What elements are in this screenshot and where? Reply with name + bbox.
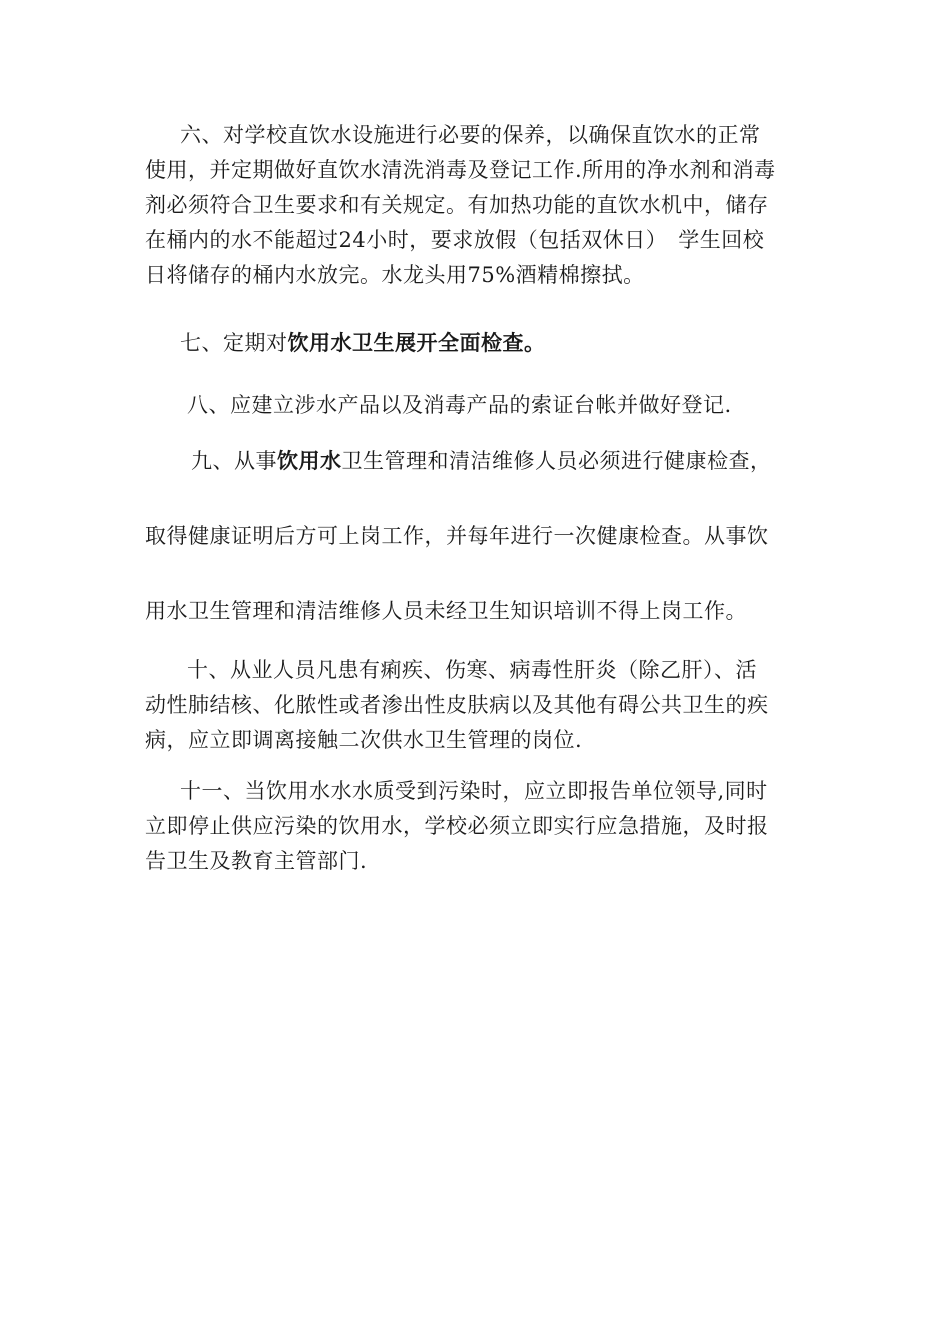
paragraph-line: 立即停止供应污染的饮用水，学校必须立即实行应急措施，及时报 <box>145 814 769 838</box>
paragraph-line: 在桶内的水不能超过24小时，要求放假（包括双休日） 学生回校 <box>145 228 765 252</box>
paragraph-line: 八、应建立涉水产品以及消毒产品的索证台帐并做好登记. <box>187 393 732 417</box>
paragraph-text: 卫生管理和清洁维修人员未经卫生知识培训不得上岗工作。 <box>188 599 747 623</box>
paragraph-line: 十、从业人员凡患有痢疾、伤寒、病毒性肝炎（除乙肝）、活 <box>187 658 757 682</box>
paragraph-11 <box>145 774 810 879</box>
paragraph-line: 动性肺结核、化脓性或者渗出性皮肤病以及其他有碍公共卫生的疾 <box>145 693 769 717</box>
paragraph-10 <box>145 653 810 758</box>
paragraph-7 <box>145 326 810 361</box>
paragraph-line <box>145 444 810 479</box>
paragraph-6 <box>145 118 810 293</box>
paragraph-line: 日将储存的桶内水放完。水龙头用75%酒精棉擦拭。 <box>145 263 645 287</box>
paragraph-line: 使用，并定期做好直饮水清洗消毒及登记工作.所用的净水剂和消毒 <box>145 158 776 182</box>
paragraph-line <box>145 326 810 361</box>
paragraph-text: 九、从事 <box>191 449 277 473</box>
paragraph-text: 取得健康证明后方可上岗工作，并每年进行一次健康检查。从事 <box>145 524 747 548</box>
paragraph-text: 卫生管理和清洁维修人员必须进行健康检查， <box>341 449 772 473</box>
paragraph-9-cont-2 <box>145 594 810 629</box>
paragraph-line: 十一、当饮用水水水质受到污染时，应立即报告单位领导,同时 <box>180 779 768 803</box>
paragraph-line: 六、对学校直饮水设施进行必要的保养，以确保直饮水的正常 <box>180 123 761 147</box>
paragraph-line: 告卫生及教育主管部门. <box>145 849 368 873</box>
emphasized-text: 饮用水 <box>277 449 342 473</box>
paragraph-line: 病，应立即调离接触二次供水卫生管理的岗位. <box>145 728 583 752</box>
emphasized-text: 用水 <box>145 599 188 623</box>
paragraph-text: 七、定期对 <box>180 331 288 355</box>
paragraph-line <box>145 594 810 629</box>
emphasized-text: 饮用水卫生展开全面检查。 <box>287 331 546 355</box>
emphasized-text: 饮 <box>747 524 769 548</box>
paragraph-8 <box>145 388 810 423</box>
paragraph-9 <box>145 444 810 479</box>
paragraph-9-cont-1 <box>145 519 810 554</box>
paragraph-line: 剂必须符合卫生要求和有关规定。有加热功能的直饮水机中，储存 <box>145 193 769 217</box>
paragraph-line <box>145 519 810 554</box>
